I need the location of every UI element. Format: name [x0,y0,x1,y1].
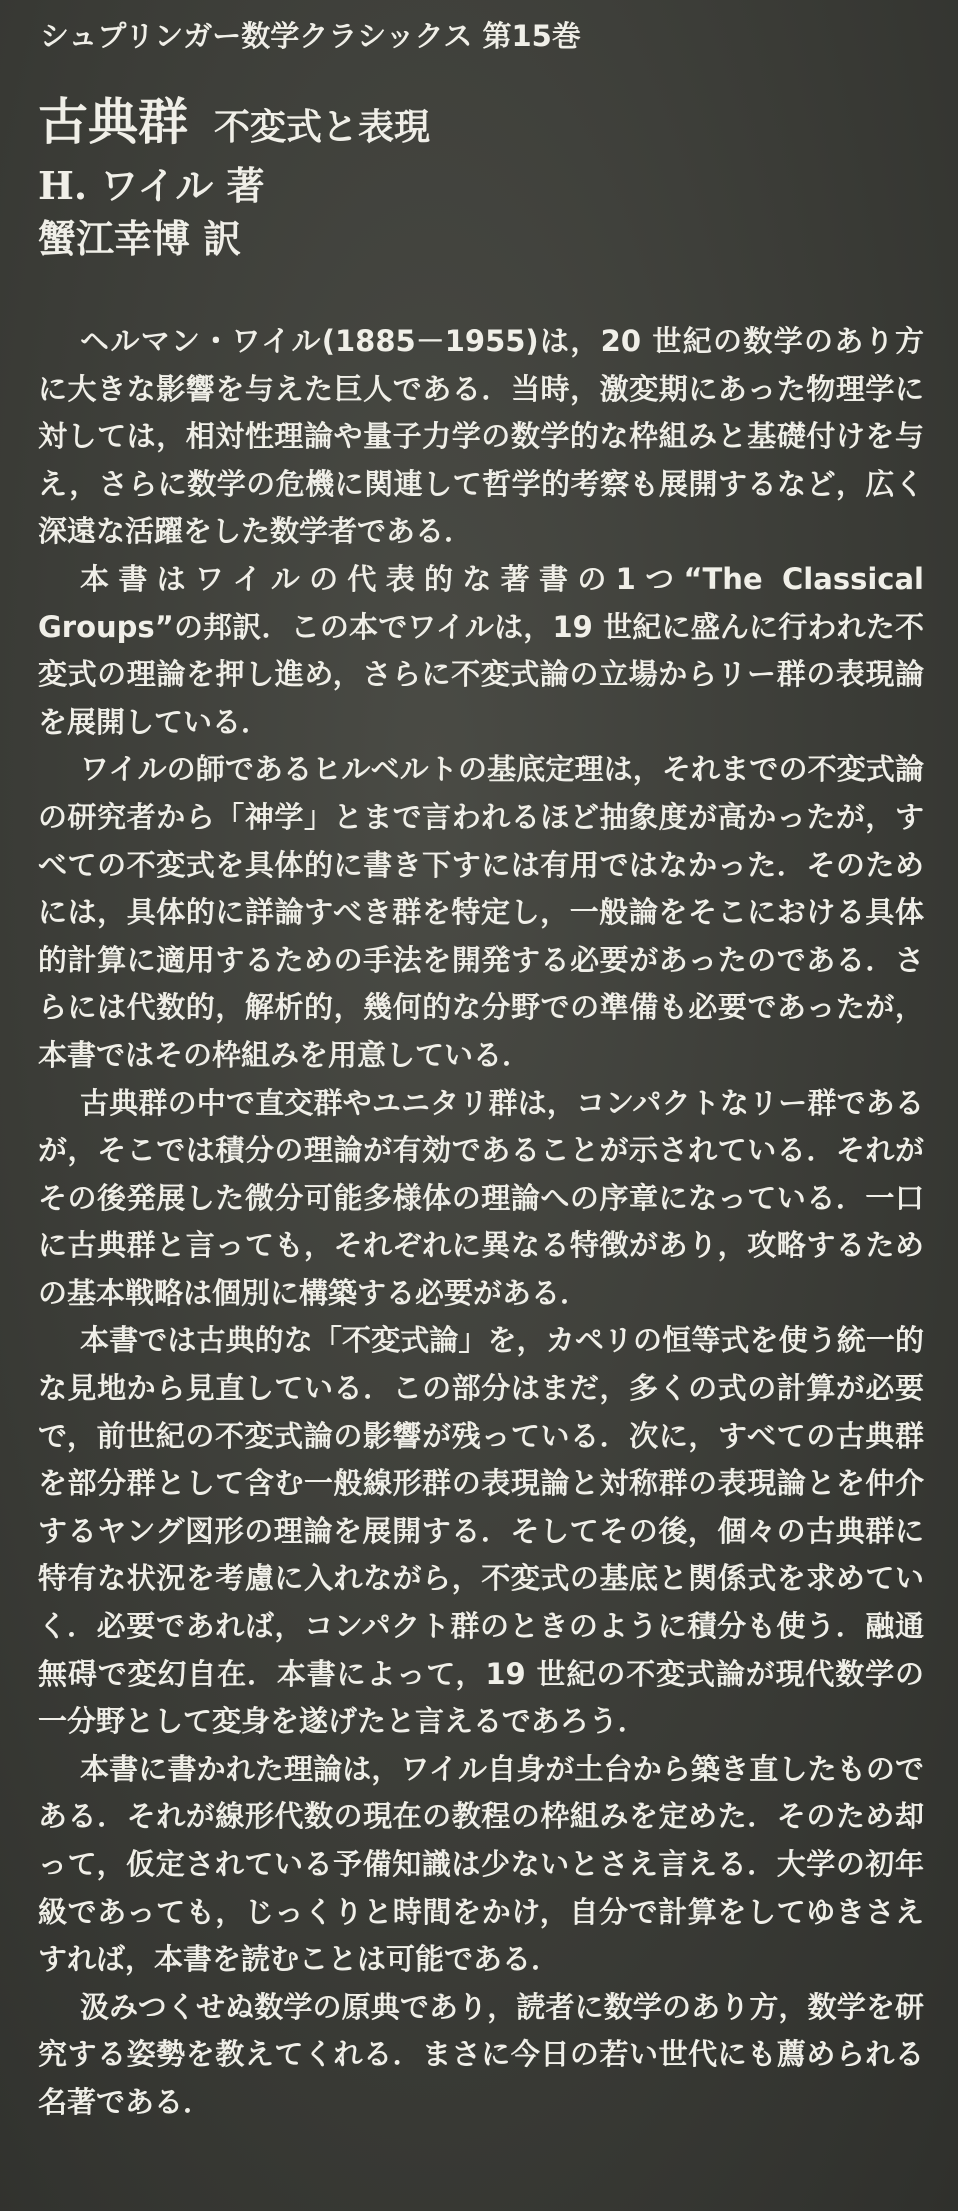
book-subtitle: 不変式と表現 [214,107,431,148]
paragraph: ワイルの師であるヒルベルトの基底定理は，それまでの不変式論の研究者から「神学」とまで言われるほど抽象度が高かったが，すべての不変式を具体的に書き下すには有用ではなかった．そのためには，具体的に詳論すべき群を特定し，一般論をそこにおける具体的計算に適用するための手法を開発する必要があったのである．さらには代数的，解析的，幾何的な分野での準備も必要であったが，本書ではその枠組みを用意している． [38,752,924,1072]
paragraph: 本書はワイルの代表的な著書の1つ“The Classical Groups”の邦訳．この本でワイルは，19 世紀に盛んに行われた不変式の理論を押し進め，さらに不変式論の立場からリー群の表現論を展開している． [38,561,924,739]
translator-line: 蟹江幸博 訳 [38,216,242,261]
paragraph: 本書に書かれた理論は，ワイル自身が土台から築き直したものである．それが線形代数の現在の教程の枠組みを定めた．そのため却って，仮定されている予備知識は少ないとさえ言える．大学の初年級であっても，じっくりと時間をかけ，自分で計算をしてゆきさえすれば，本書を読むことは可能である． [38,1751,924,1977]
description-text [38,318,924,2127]
book-title-block [38,82,430,154]
paragraph: ヘルマン・ワイル(1885－1955)は，20 世紀の数学のあり方に大きな影響を与えた巨人である．当時，激変期にあった物理学に対しては，相対性理論や量子力学の数学的な枠組みと基礎付けを与え，さらに数学の危機に関連して哲学的考察も展開するなど，広く深遠な活躍をした数学者である． [38,324,924,549]
series-label: シュプリンガー数学クラシックス 第15巻 [40,19,581,53]
paragraph: 本書では古典的な「不変式論」を，カペリの恒等式を使う統一的な見地から見直している．この部分はまだ，多くの式の計算が必要で，前世紀の不変式論の影響が残っている．次に，すべての古典群を部分群として含む一般線形群の表現論と対称群の表現論とを仲介するヤング図形の理論を展開する．そしてその後，個々の古典群に特有な状況を考慮に入れながら，不変式の基底と関係式を求めていく．必要であれば，コンパクト群のときのように積分も使う．融通無碍で変幻自在．本書によって，19 世紀の不変式論が現代数学の一分野として変身を遂げたと言えるであろう． [38,1323,924,1739]
paragraph: 古典群の中で直交群やユニタリ群は，コンパクトなリー群であるが，そこでは積分の理論が有効であることが示されている．それがその後発展した微分可能多様体の理論への序章になっている．一口に古典群と言っても，それぞれに異なる特徴があり，攻略するための基本戦略は個別に構築する必要がある． [38,1085,924,1310]
book-title: 古典群 [38,93,188,151]
paragraph: 汲みつくせぬ数学の原典であり，読者に数学のあり方，数学を研究する姿勢を教えてくれる．まさに今日の若い世代にも薦められる名著である． [38,1989,924,2119]
author-line: H. ワイル 著 [38,163,265,208]
